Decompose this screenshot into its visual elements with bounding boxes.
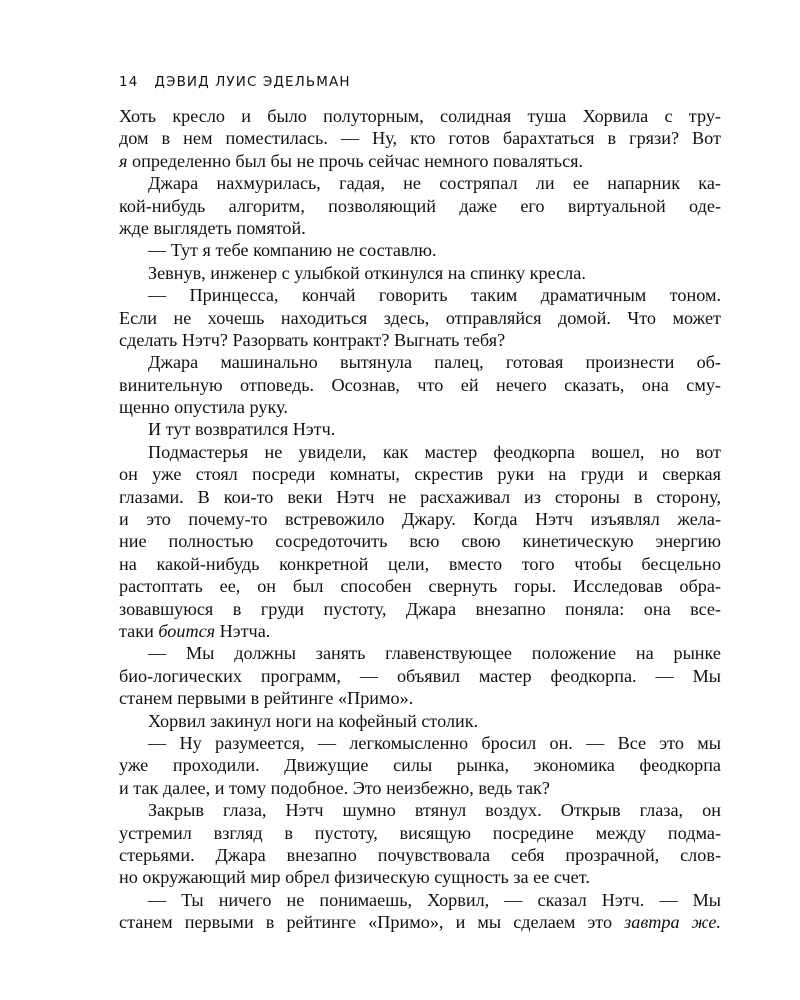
- text-line: щенно опустила руку.: [119, 397, 288, 418]
- text-line: зовавшуюся в груди пустоту, Джара внезапно поняла: она все-: [119, 598, 721, 619]
- text-line: Зевнув, инженер с улыбкой откинулся на спинку кресла.: [148, 262, 586, 283]
- text-line: он уже стоял посреди комнаты, скрестив руки на груди и сверкая: [119, 464, 721, 485]
- text-line: — Мы должны занять главенствующее положение на рынке: [148, 643, 721, 664]
- text-line: растоптать ее, он был способен свернуть горы. Исследовав обра-: [119, 576, 721, 597]
- text-line: стерьями. Джара внезапно почувствовала себя прозрачной, слов-: [119, 844, 721, 865]
- text-line: — Ну разумеется, — легкомысленно бросил он. — Все это мы: [148, 732, 721, 753]
- text-line: винительную отповедь. Осознав, что ей нечего сказать, она сму-: [119, 374, 721, 395]
- text-line: и так далее, и тому подобное. Это неизбежно, ведь так?: [119, 777, 550, 798]
- text-line: я определенно был бы не прочь сейчас немного поваляться.: [119, 150, 584, 171]
- text-line: дом в нем поместилась. — Ну, кто готов барахтаться в грязи? Вот: [119, 128, 721, 149]
- text-line: уже проходили. Движущие силы рынка, экономика феодкорпа: [119, 755, 721, 776]
- running-head: [119, 74, 351, 90]
- text-line: — Тут я тебе компанию не составлю.: [148, 240, 437, 261]
- text-line: станем первыми в рейтинге «Примо», и мы сделаем это завтра же.: [119, 912, 721, 933]
- text-line: Закрыв глаза, Нэтч шумно втянул воздух. Открыв глаза, он: [148, 800, 721, 821]
- text-line: таки боится Нэтча.: [119, 620, 271, 641]
- text-line: и это почему-то встревожило Джару. Когда Нэтч изъявлял жела-: [119, 509, 721, 530]
- text-line: на какой-нибудь конкретной цели, вместо того чтобы бесцельно: [119, 553, 721, 574]
- text-line: Если не хочешь находиться здесь, отправляйся домой. Что может: [119, 307, 721, 328]
- text-line: станем первыми в рейтинге «Примо».: [119, 688, 414, 709]
- text-line: устремил взгляд в пустоту, висящую посредине между подма-: [119, 822, 721, 843]
- text-line: Джара машинально вытянула палец, готовая произнести об-: [148, 352, 721, 373]
- text-line: кой-нибудь алгоритм, позволяющий даже его виртуальной оде-: [119, 195, 721, 216]
- text-line: Джара нахмурилась, гадая, не состряпал ли ее напарник ка-: [148, 173, 721, 194]
- body-text: [119, 105, 721, 933]
- text-line: Подмастерья не увидели, как мастер феодкорпа вошел, но вот: [148, 441, 721, 462]
- running-title: ДЭВИД ЛУИС ЭДЕЛЬМАН: [154, 74, 351, 90]
- page-number: 14: [119, 74, 139, 90]
- text-line: — Принцесса, кончай говорить таким драматичным тоном.: [148, 285, 721, 306]
- text-line: И тут возвратился Нэтч.: [148, 419, 336, 440]
- text-line: сделать Нэтч? Разорвать контракт? Выгнать тебя?: [119, 329, 506, 350]
- text-line: био-логических программ, — объявил мастер феодкорпа. — Мы: [119, 665, 721, 686]
- text-line: жде выглядеть помятой.: [119, 217, 306, 238]
- text-line: Хоть кресло и было полуторным, солидная туша Хорвила с тру-: [119, 106, 721, 126]
- text-line: — Ты ничего не понимаешь, Хорвил, — сказал Нэтч. — Мы: [148, 889, 721, 910]
- text-line: но окружающий мир обрел физическую сущность за ее счет.: [119, 867, 590, 888]
- text-line: глазами. В кои-то веки Нэтч не расхаживал из стороны в сторону,: [119, 486, 721, 507]
- text-line: Хорвил закинул ноги на кофейный столик.: [148, 710, 479, 731]
- text-line: ние полностью сосредоточить всю свою кинетическую энергию: [119, 531, 721, 552]
